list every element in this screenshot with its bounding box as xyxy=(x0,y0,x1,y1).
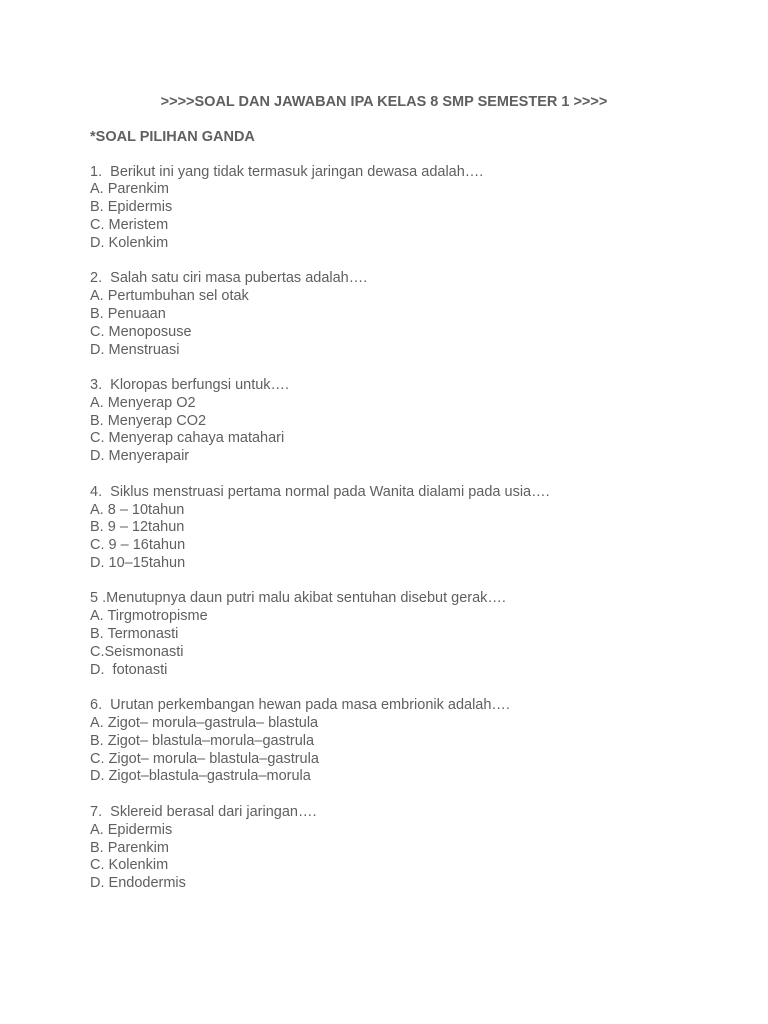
question-4 xyxy=(90,484,710,573)
answer-option-d: D. Zigot–blastula–gastrula–morula xyxy=(90,768,311,785)
answer-option-c: C. Zigot– morula– blastula–gastrula xyxy=(90,750,319,767)
answer-option-d: D. Menyerapair xyxy=(90,448,190,465)
question-text: 1. Berikut ini yang tidak termasuk jaringan dewasa adalah…. xyxy=(90,163,484,180)
answer-option-c: C. 9 – 16tahun xyxy=(90,537,186,554)
document-page xyxy=(90,93,710,911)
answer-option-c: C. Menoposuse xyxy=(90,323,192,340)
question-2 xyxy=(90,270,710,359)
answer-option-d: D. 10–15tahun xyxy=(90,555,186,572)
answer-option-c: C. Kolenkim xyxy=(90,857,169,874)
answer-option-b: B. Menyerap CO2 xyxy=(90,412,207,429)
question-3 xyxy=(90,377,710,466)
question-text: 5 .Menutupnya daun putri malu akibat sentuhan disebut gerak…. xyxy=(90,590,506,607)
question-text: 7. Sklereid berasal dari jaringan…. xyxy=(90,803,317,820)
answer-option-a: A. Zigot– morula–gastrula– blastula xyxy=(90,714,319,731)
answer-option-c: C. Menyerap cahaya matahari xyxy=(90,430,285,447)
document-title: >>>>SOAL DAN JAWABAN IPA KELAS 8 SMP SEMESTER 1 >>>> xyxy=(160,94,608,110)
answer-option-d: D. Menstruasi xyxy=(90,341,180,358)
answer-option-b: B. Zigot– blastula–morula–gastrula xyxy=(90,732,315,749)
answer-option-d: D. fotonasti xyxy=(90,661,168,678)
answer-option-d: D. Endodermis xyxy=(90,875,186,892)
question-1 xyxy=(90,164,710,253)
answer-option-a: A. 8 – 10tahun xyxy=(90,501,185,518)
section-heading: *SOAL PILIHAN GANDA xyxy=(90,129,255,145)
answer-option-c: C. Meristem xyxy=(90,217,169,234)
answer-option-b: B. Termonasti xyxy=(90,626,179,643)
answer-option-a: A. Tirgmotropisme xyxy=(90,608,208,625)
question-7 xyxy=(90,804,710,893)
question-list xyxy=(90,164,710,894)
answer-option-b: B. Penuaan xyxy=(90,305,166,322)
question-text: 3. Kloropas berfungsi untuk…. xyxy=(90,376,290,393)
question-5 xyxy=(90,590,710,679)
answer-option-d: D. Kolenkim xyxy=(90,234,169,251)
answer-option-c: C.Seismonasti xyxy=(90,643,184,660)
answer-option-a: A. Parenkim xyxy=(90,181,169,198)
answer-option-b: B. 9 – 12tahun xyxy=(90,519,185,536)
answer-option-a: A. Menyerap O2 xyxy=(90,394,196,411)
answer-option-a: A. Epidermis xyxy=(90,821,173,838)
answer-option-a: A. Pertumbuhan sel otak xyxy=(90,288,249,305)
answer-option-b: B. Epidermis xyxy=(90,199,173,216)
question-text: 6. Urutan perkembangan hewan pada masa embrionik adalah…. xyxy=(90,697,510,714)
question-6 xyxy=(90,697,710,786)
question-text: 2. Salah satu ciri masa pubertas adalah…. xyxy=(90,270,368,287)
answer-option-b: B. Parenkim xyxy=(90,839,169,856)
question-text: 4. Siklus menstruasi pertama normal pada Wanita dialami pada usia…. xyxy=(90,483,550,500)
